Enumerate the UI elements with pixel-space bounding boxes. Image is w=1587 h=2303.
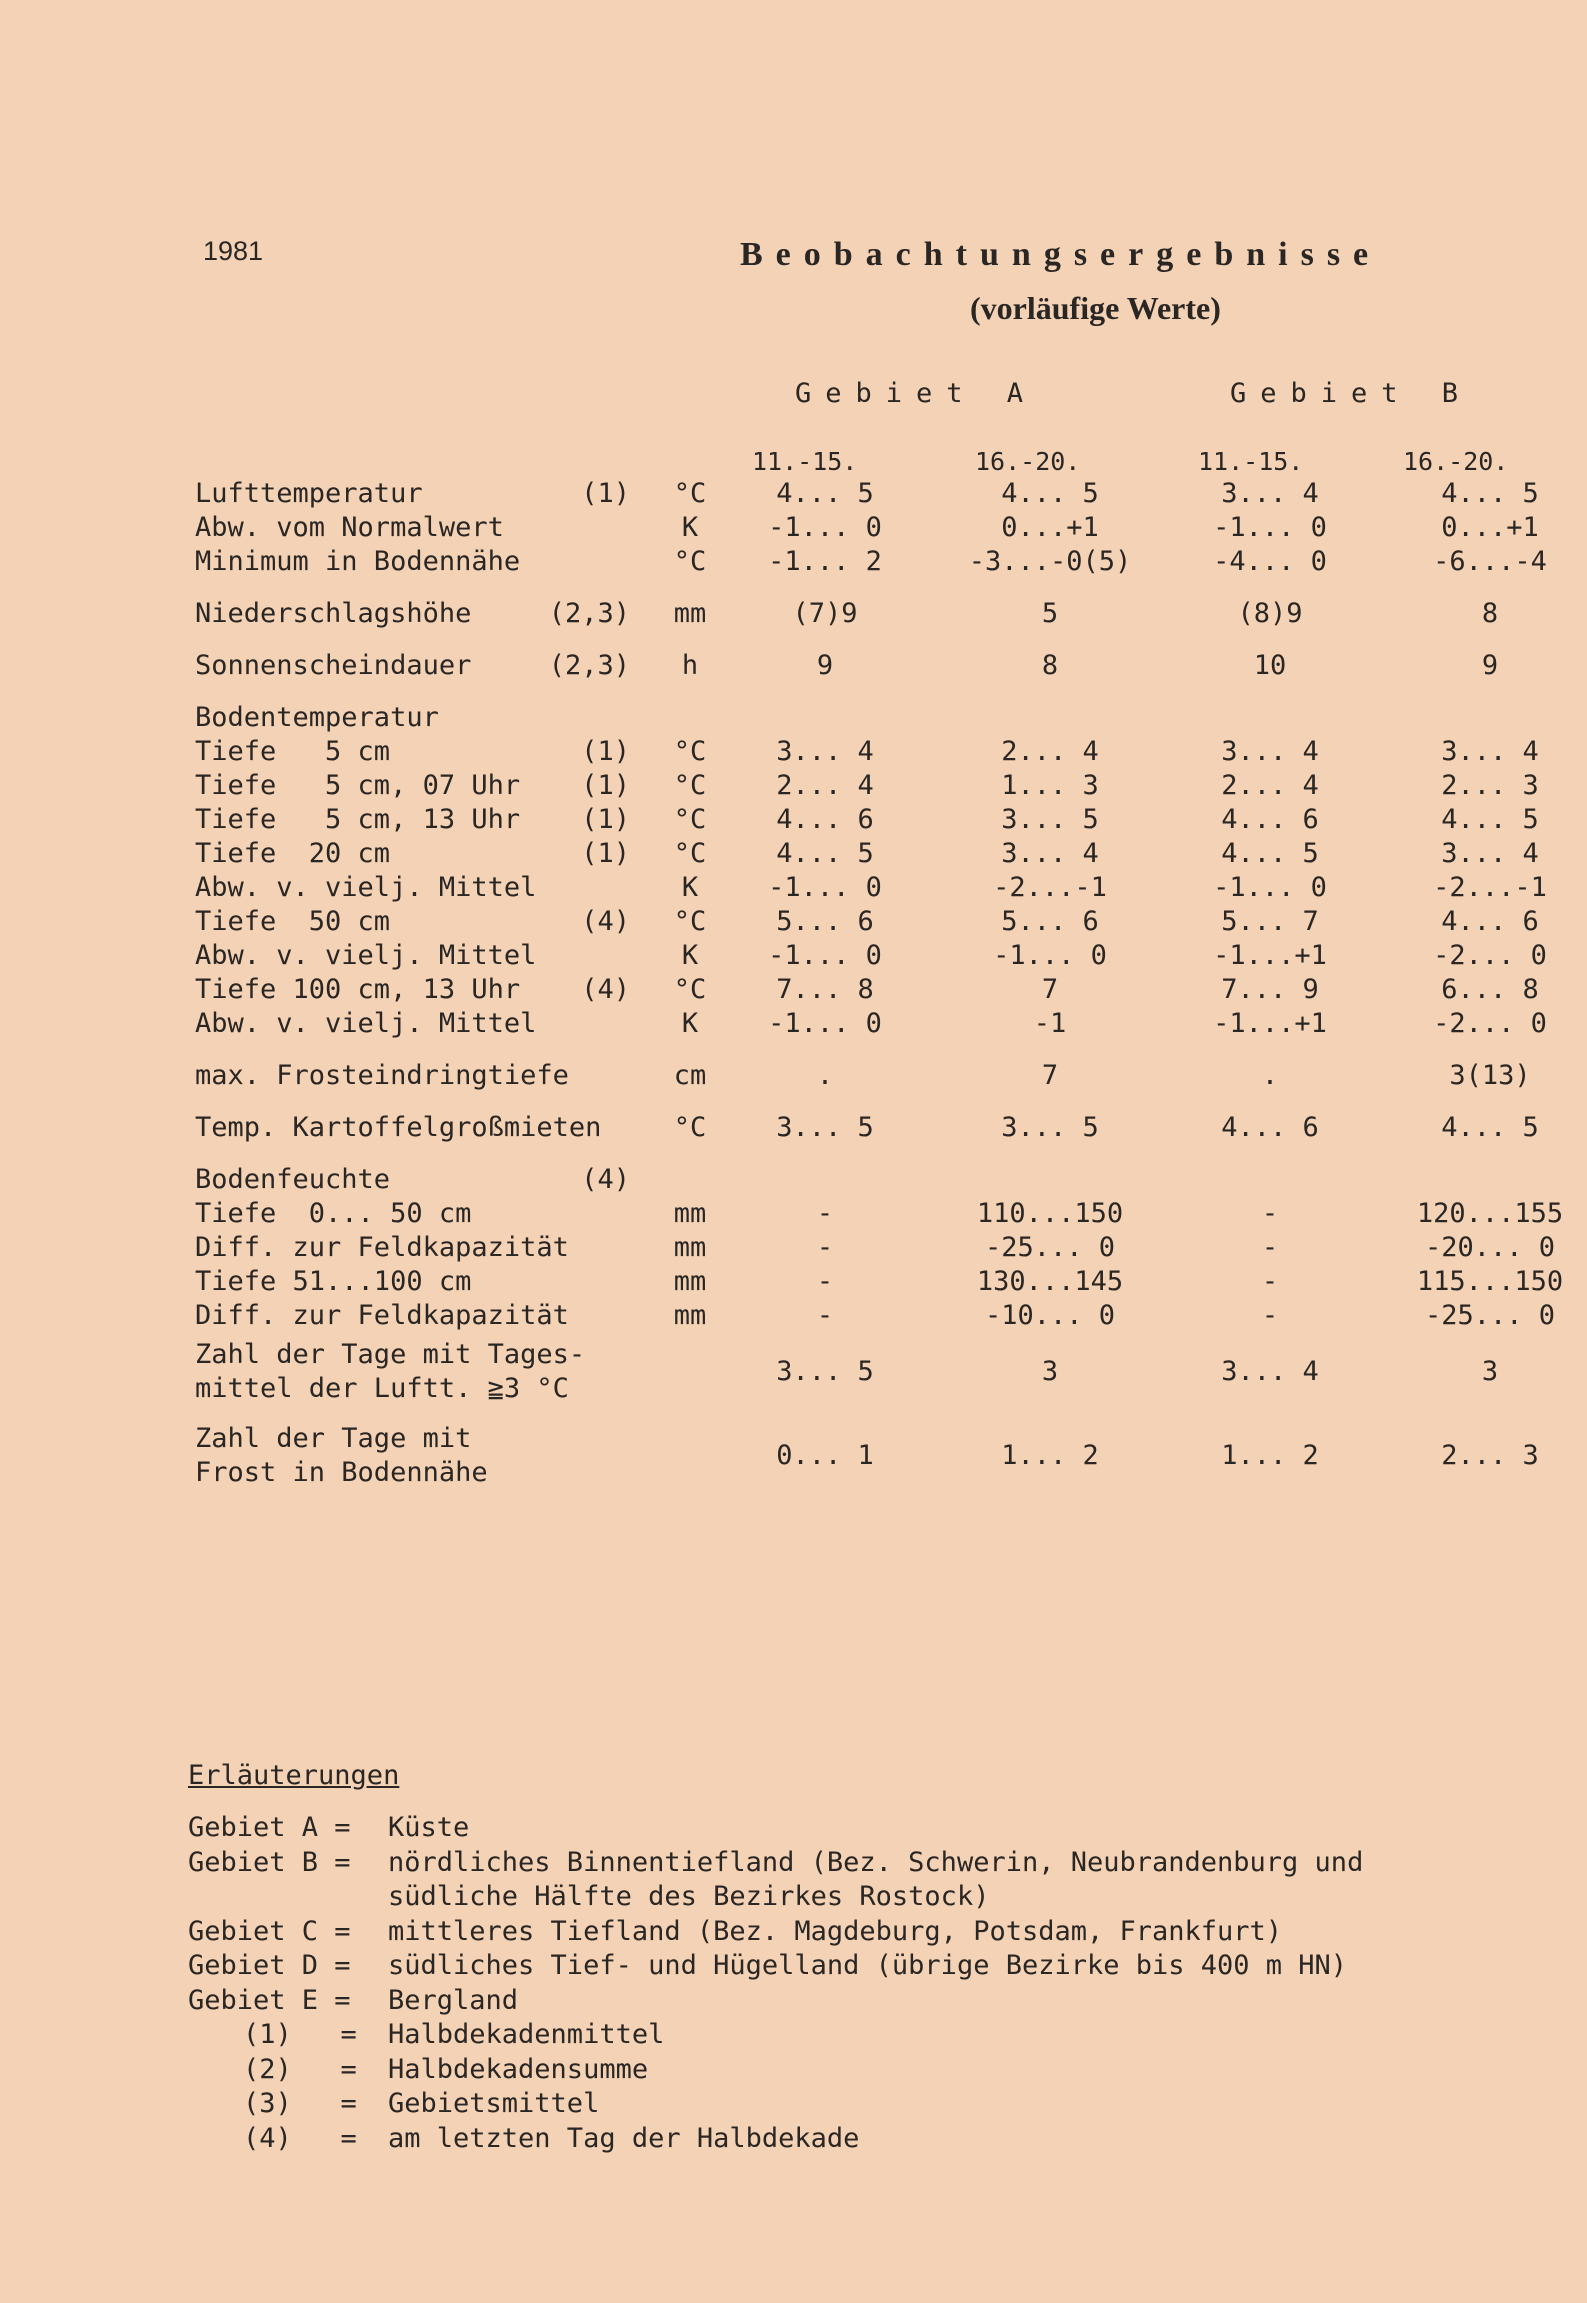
note-text: nördliches Binnentiefland (Bez. Schwerin, Neubrandenburg und <box>388 1846 1364 1878</box>
table-row <box>0 598 1587 632</box>
row-unit: °C <box>673 1112 707 1143</box>
table-row <box>0 650 1587 684</box>
row-value: 3... 4 <box>1001 838 1099 869</box>
row-value: 1... 2 <box>1221 1440 1319 1471</box>
row-value: 8 <box>1481 598 1499 629</box>
row-value: 7 <box>1041 1060 1059 1091</box>
row-value: - <box>1261 1300 1279 1331</box>
row-label: Zahl der Tage mit Frost in Bodennähe <box>195 1423 488 1488</box>
row-value: 120...155 <box>1416 1198 1564 1229</box>
table-row <box>0 1232 1587 1266</box>
row-value: . <box>816 1060 834 1091</box>
row-value: 4... 6 <box>776 804 874 835</box>
row-label: Tiefe 0... 50 cm <box>195 1198 472 1229</box>
row-value: - <box>1261 1232 1279 1263</box>
row-value: -1... 0 <box>768 940 882 971</box>
row-unit: K <box>681 940 699 971</box>
row-footnote-ref: (4) <box>581 974 630 1005</box>
row-value: 4... 6 <box>1221 1112 1319 1143</box>
row-value: 7... 8 <box>776 974 874 1005</box>
row-value: - <box>816 1198 834 1229</box>
row-footnote-ref: (4) <box>581 1164 630 1195</box>
period-a1: 11.-15. <box>752 447 858 476</box>
row-value: 3... 5 <box>1001 1112 1099 1143</box>
row-value: -1... 0 <box>1213 872 1327 903</box>
row-value: - <box>1261 1266 1279 1297</box>
row-value: 7 <box>1041 974 1059 1005</box>
note-text: südliches Tief- und Hügelland (übrige Bezirke bis 400 m HN) <box>388 1950 1348 1981</box>
note-key: Gebiet C = <box>188 1915 351 1947</box>
note-text: südliche Hälfte des Bezirkes Rostock) <box>388 1881 990 1912</box>
note-item <box>188 1812 469 1843</box>
row-value: 0...+1 <box>1001 512 1099 543</box>
row-value: 0... 1 <box>776 1440 874 1471</box>
row-value: . <box>1261 1060 1279 1091</box>
table-row <box>0 770 1587 804</box>
table-row <box>0 1338 1587 1410</box>
row-unit: cm <box>673 1060 707 1091</box>
table-row <box>0 940 1587 974</box>
row-footnote-ref: (1) <box>581 770 630 801</box>
row-value: 5... 6 <box>1001 906 1099 937</box>
row-value: 1... 2 <box>1001 1440 1099 1471</box>
row-label: Tiefe 51...100 cm <box>195 1266 472 1297</box>
row-label: Abw. v. vielj. Mittel <box>195 940 537 971</box>
note-text: mittleres Tiefland (Bez. Magdeburg, Potsdam, Frankfurt) <box>388 1915 1283 1947</box>
row-value: 3... 4 <box>1441 736 1539 767</box>
row-value: - <box>816 1232 834 1263</box>
note-key: Gebiet E = <box>188 1984 351 2016</box>
notes-heading: Erläuterungen <box>188 1760 400 1791</box>
row-value: 9 <box>816 650 834 681</box>
table-row <box>0 736 1587 770</box>
row-value: 3... 5 <box>776 1112 874 1143</box>
row-value: -1... 0 <box>768 512 882 543</box>
row-footnote-ref: (4) <box>581 906 630 937</box>
row-value: 1... 3 <box>1001 770 1099 801</box>
note-text: Küste <box>388 1812 470 1843</box>
row-value: 6... 8 <box>1441 974 1539 1005</box>
note-item <box>188 1881 989 1912</box>
row-label: Bodentemperatur <box>195 702 439 733</box>
row-value: 4... 5 <box>1001 478 1099 509</box>
row-value: 4... 5 <box>1441 804 1539 835</box>
region-b-heading: Gebiet B <box>1230 378 1473 409</box>
note-key: (3) = <box>243 2088 357 2119</box>
row-unit: mm <box>673 598 707 629</box>
row-unit: mm <box>673 1198 707 1229</box>
row-value: 3 <box>1481 1356 1499 1387</box>
row-value: -3...-0(5) <box>968 546 1132 577</box>
row-unit: K <box>681 872 699 903</box>
note-item <box>188 2019 664 2050</box>
row-value: 2... 4 <box>1221 770 1319 801</box>
row-value: 2... 4 <box>1001 736 1099 767</box>
row-value: 2... 4 <box>776 770 874 801</box>
row-unit: K <box>681 512 699 543</box>
note-item <box>188 1916 1282 1947</box>
row-value: 4... 5 <box>1441 478 1539 509</box>
row-unit: °C <box>673 770 707 801</box>
row-unit: K <box>681 1008 699 1039</box>
row-value: 0...+1 <box>1441 512 1539 543</box>
row-value: -2...-1 <box>993 872 1107 903</box>
row-label: Sonnenscheindauer <box>195 650 472 681</box>
row-unit: °C <box>673 974 707 1005</box>
row-label: Tiefe 50 cm <box>195 906 391 937</box>
note-item <box>188 1985 518 2016</box>
table-row <box>0 974 1587 1008</box>
row-value: -1... 0 <box>1213 512 1327 543</box>
row-value: 2... 3 <box>1441 770 1539 801</box>
region-a-heading: Gebiet A <box>795 378 1038 409</box>
note-key: Gebiet A = <box>188 1812 351 1843</box>
row-value: -1... 2 <box>768 546 882 577</box>
period-b2: 16.-20. <box>1403 447 1509 476</box>
row-label: Diff. zur Feldkapazität <box>195 1232 569 1263</box>
page-subtitle: (vorläufige Werte) <box>970 290 1221 326</box>
row-footnote-ref: (1) <box>581 804 630 835</box>
note-text: Halbdekadenmittel <box>388 2019 665 2050</box>
row-value: 3... 4 <box>1221 1356 1319 1387</box>
table-row <box>0 1008 1587 1042</box>
note-key: (1) = <box>243 2019 357 2050</box>
row-value: -20... 0 <box>1424 1232 1556 1263</box>
row-unit: °C <box>673 804 707 835</box>
note-item <box>188 2123 859 2154</box>
row-value: 3... 4 <box>776 736 874 767</box>
note-item <box>188 1950 1347 1981</box>
row-value: 3... 4 <box>1221 736 1319 767</box>
row-label: Tiefe 100 cm, 13 Uhr <box>195 974 521 1005</box>
row-value: -2...-1 <box>1433 872 1547 903</box>
row-label: Abw. v. vielj. Mittel <box>195 872 537 903</box>
table-row <box>0 1060 1587 1094</box>
row-value: 3... 5 <box>776 1356 874 1387</box>
row-unit: mm <box>673 1266 707 1297</box>
row-value: 5 <box>1041 598 1059 629</box>
row-unit: °C <box>673 546 707 577</box>
row-value: (8)9 <box>1237 598 1303 629</box>
row-label: max. Frosteindringtiefe <box>195 1060 569 1091</box>
row-label: Lufttemperatur <box>195 478 423 509</box>
row-value: -2... 0 <box>1433 940 1547 971</box>
page-title: Beobachtungsergebnisse <box>740 236 1382 273</box>
table-row <box>0 546 1587 580</box>
note-key: Gebiet D = <box>188 1950 351 1981</box>
note-key: (2) = <box>243 2053 357 2085</box>
note-key: (4) = <box>243 2122 357 2154</box>
row-unit: mm <box>673 1300 707 1331</box>
row-unit: mm <box>673 1232 707 1263</box>
row-value: -4... 0 <box>1213 546 1327 577</box>
note-item <box>188 1847 1363 1878</box>
row-value: -25... 0 <box>984 1232 1116 1263</box>
row-label: Diff. zur Feldkapazität <box>195 1300 569 1331</box>
year: 1981 <box>203 236 264 266</box>
row-label: Tiefe 5 cm, 07 Uhr <box>195 770 521 801</box>
row-value: 5... 6 <box>776 906 874 937</box>
row-value: 130...145 <box>976 1266 1124 1297</box>
row-label: Tiefe 5 cm, 13 Uhr <box>195 804 521 835</box>
note-text: am letzten Tag der Halbdekade <box>388 2122 860 2154</box>
row-value: -1... 0 <box>768 872 882 903</box>
table-row <box>0 1266 1587 1300</box>
row-label: Tiefe 5 cm <box>195 736 391 767</box>
row-value: 110...150 <box>976 1198 1124 1229</box>
row-value: 3(13) <box>1449 1060 1531 1091</box>
row-unit: °C <box>673 838 707 869</box>
row-value: 3 <box>1041 1356 1059 1387</box>
row-footnote-ref: (2,3) <box>548 598 630 629</box>
table-row <box>0 1198 1587 1232</box>
table-row <box>0 512 1587 546</box>
period-b1: 11.-15. <box>1198 447 1304 476</box>
row-value: 3... 4 <box>1221 478 1319 509</box>
row-value: 5... 7 <box>1221 906 1319 937</box>
row-footnote-ref: (1) <box>581 838 630 869</box>
row-label: Temp. Kartoffelgroßmieten <box>195 1112 602 1143</box>
row-value: 115...150 <box>1416 1266 1564 1297</box>
row-footnote-ref: (2,3) <box>548 650 630 681</box>
note-key: Gebiet B = <box>188 1846 351 1878</box>
row-value: 9 <box>1481 650 1499 681</box>
row-unit: °C <box>673 906 707 937</box>
row-label: Tiefe 20 cm <box>195 838 391 869</box>
table-row <box>0 1164 1587 1198</box>
note-text: Gebietsmittel <box>388 2088 600 2119</box>
row-label: Zahl der Tage mit Tages- mittel der Luftt. ≧3 °C <box>195 1339 586 1404</box>
table-row <box>0 1112 1587 1146</box>
row-value: - <box>816 1266 834 1297</box>
row-label: Niederschlagshöhe <box>195 598 472 629</box>
row-value: 4... 5 <box>1221 838 1319 869</box>
note-item <box>188 2054 648 2085</box>
row-unit: °C <box>673 736 707 767</box>
row-footnote-ref: (1) <box>581 736 630 767</box>
row-value: -1... 0 <box>768 1008 882 1039</box>
table-row <box>0 702 1587 736</box>
row-value: -1... 0 <box>993 940 1107 971</box>
row-label: Abw. v. vielj. Mittel <box>195 1008 537 1039</box>
table-row <box>0 872 1587 906</box>
row-value: - <box>1261 1198 1279 1229</box>
row-label: Abw. vom Normalwert <box>195 512 504 543</box>
note-text: Bergland <box>388 1984 519 2016</box>
row-value: 4... 6 <box>1441 906 1539 937</box>
row-value: -10... 0 <box>984 1300 1116 1331</box>
row-label: Bodenfeuchte <box>195 1164 391 1195</box>
row-value: -2... 0 <box>1433 1008 1547 1039</box>
note-item <box>188 2088 599 2119</box>
row-value: 4... 5 <box>1441 1112 1539 1143</box>
row-value: 3... 4 <box>1441 838 1539 869</box>
row-unit: °C <box>673 478 707 509</box>
row-footnote-ref: (1) <box>581 478 630 509</box>
row-value: -1...+1 <box>1213 940 1327 971</box>
row-value: 3... 5 <box>1001 804 1099 835</box>
row-value: -25... 0 <box>1424 1300 1556 1331</box>
row-value: 10 <box>1253 650 1287 681</box>
note-text: Halbdekadensumme <box>388 2053 649 2085</box>
row-value: -1...+1 <box>1213 1008 1327 1039</box>
table-row <box>0 906 1587 940</box>
table-row <box>0 838 1587 872</box>
row-label: Minimum in Bodennähe <box>195 546 521 577</box>
row-value: 4... 6 <box>1221 804 1319 835</box>
row-value: - <box>816 1300 834 1331</box>
row-value: 2... 3 <box>1441 1440 1539 1471</box>
row-value: 4... 5 <box>776 478 874 509</box>
table-row <box>0 1300 1587 1334</box>
period-a2: 16.-20. <box>975 447 1081 476</box>
table-row <box>0 804 1587 838</box>
row-value: -6...-4 <box>1433 546 1547 577</box>
row-value: 4... 5 <box>776 838 874 869</box>
row-value: 8 <box>1041 650 1059 681</box>
row-unit: h <box>681 650 699 681</box>
table-row <box>0 1422 1587 1494</box>
row-value: 7... 9 <box>1221 974 1319 1005</box>
table-row <box>0 478 1587 512</box>
row-value: (7)9 <box>792 598 858 629</box>
row-value: -1 <box>1033 1008 1067 1039</box>
